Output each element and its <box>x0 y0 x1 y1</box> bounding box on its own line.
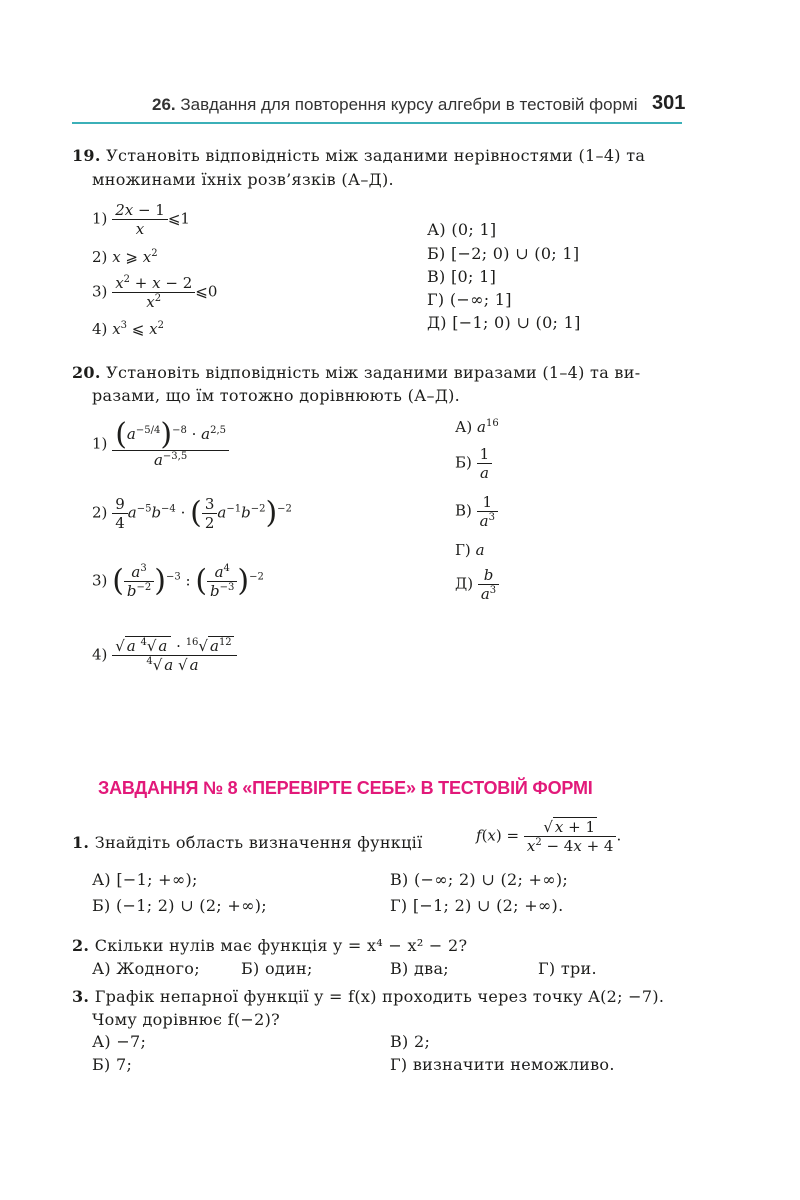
t8-q2-option-b: Б) один; <box>241 959 313 978</box>
t8-q3-option-b: Б) 7; <box>92 1055 133 1074</box>
q20-option-label: Б) <box>455 453 472 472</box>
q19-item-3: 3) $\frac{x^2 + x - 2}{x^2}$ ⩽0 <box>92 274 218 311</box>
q20-option-label: В) <box>455 501 472 520</box>
q19-option-a: А) (0; 1] <box>427 220 497 239</box>
t8-q1-option-a: А) [−1; +∞); <box>92 870 198 889</box>
t8-q2-option-a: А) Жодного; <box>92 959 200 978</box>
q20-number: 20. <box>72 363 101 382</box>
q19-item-1: 1) $\frac{2x - 1}{x}$ ⩽1 <box>92 201 190 238</box>
q20-option-d: Г) a <box>455 541 485 559</box>
q19-item-4: 4) $x^3$ ⩽ $x^2$ <box>92 320 164 338</box>
section-number: 26. <box>152 95 176 114</box>
q20-option-a: А) $a^{16}$ <box>455 418 499 436</box>
q20-option-b: Б) $\frac{1}{a}$ <box>455 445 492 482</box>
q20-text-line2: разами, що їм тотожно дорівнюють (А–Д). <box>92 386 461 405</box>
t8-q2-text: Скільки нулів має функція y = x⁴ − x² − 2? <box>94 936 468 955</box>
t8-q1-option-c: В) (−∞; 2) ∪ (2; +∞); <box>390 870 569 889</box>
t8-q1-line <box>72 833 423 852</box>
t8-q3-line1 <box>72 987 664 1006</box>
t8-q1-option-d: Г) [−1; 2) ∪ (2; +∞). <box>390 896 564 915</box>
t8-q1-number: 1. <box>72 833 90 852</box>
q20-option-label: А) <box>455 418 473 436</box>
t8-q1-text: Знайдіть область визначення функції <box>94 833 423 852</box>
t8-q1-option-b: Б) (−1; 2) ∪ (2; +∞); <box>92 896 267 915</box>
q19-item-label: 1) <box>92 209 108 228</box>
q19-item-2: 2) x ⩾ $x^2$ <box>92 248 158 266</box>
q19-option-c: В) [0; 1] <box>427 267 497 286</box>
q19-option-e: Д) [−1; 0) ∪ (0; 1] <box>427 313 581 332</box>
section-title: Завдання для повторення курсу алгебри в тестовій формі <box>180 95 638 114</box>
q19-option-b: Б) [−2; 0) ∪ (0; 1] <box>427 244 580 263</box>
q20-item-3: 3) ( $\frac{a^3}{b^{-2}}$ )$^{-3}$ : ( $\frac{a^4}{b^{-3}}$ )$^{-2}$ <box>92 563 264 600</box>
t8-q3-option-a: А) −7; <box>92 1032 147 1051</box>
header-rule <box>72 122 682 124</box>
q19-item-label: 3) <box>92 282 108 301</box>
t8-q1-formula: f(x) = $\frac{√ x + 1}{x^2 - 4x + 4}$ . <box>476 818 622 855</box>
q20-item-label: 4) <box>92 645 108 664</box>
q20-item-label: 2) <box>92 503 108 522</box>
q19-item-label: 4) <box>92 320 108 338</box>
t8-q3-number: 3. <box>72 987 90 1006</box>
q20-option-label: Д) <box>455 574 474 593</box>
q20-item-4: 4) $\frac{√ a ^4√ a \cdot ^{16}√ a^{12}}{^4√ a √ a}$ <box>92 637 237 674</box>
q20-option-c: В) $\frac{1}{a^3}$ <box>455 493 498 530</box>
t8-q3-option-d: Г) визначити неможливо. <box>390 1055 615 1074</box>
t8-q2-option-d: Г) три. <box>538 959 597 978</box>
running-header <box>152 95 638 115</box>
q20-option-e: Д) $\frac{b}{a^3}$ <box>455 566 499 603</box>
q20-item-label: 1) <box>92 434 108 453</box>
t8-q2-line <box>72 936 467 955</box>
q20-option-label: Г) <box>455 541 471 559</box>
t8-q2-number: 2. <box>72 936 90 955</box>
t8-q3-text-line1: Графік непарної функції y = f(x) проходить через точку A(2; −7). <box>94 987 665 1006</box>
t8-q2-option-c: В) два; <box>390 959 449 978</box>
q20-item-label: 3) <box>92 571 108 590</box>
t8-q3-option-c: В) 2; <box>390 1032 431 1051</box>
q20-line1 <box>72 363 640 382</box>
q20-item-2: 2) $\frac{9}{4}$ $a^{-5}b^{-4}$ · ( $\frac{3}{2}$ $a^{-1}b^{-2})^{-2}$ <box>92 495 292 532</box>
t8-q3-text-line2: Чому дорівнює f(−2)? <box>92 1010 281 1029</box>
q19-number: 19. <box>72 146 101 165</box>
q20-item-1: 1) $\frac{(a^{-5/4})^{-8} \cdot a^{2,5}}{a^{-3,5}}$ <box>92 420 229 469</box>
test8-title: ЗАВДАННЯ № 8 «ПЕРЕВІРТЕ СЕБЕ» В ТЕСТОВІЙ ФОРМІ <box>98 778 593 798</box>
q19-item-label: 2) <box>92 248 108 266</box>
page-number: 301 <box>652 92 686 114</box>
q19-text-line1: Установіть відповідність між заданими нерівностями (1–4) та <box>106 146 646 165</box>
q20-text-line1: Установіть відповідність між заданими виразами (1–4) та ви- <box>106 363 641 382</box>
q19-option-d: Г) (−∞; 1] <box>427 290 512 309</box>
q19-text-line2: множинами їхніх розв’язків (А–Д). <box>92 170 394 189</box>
q19-line1 <box>72 146 645 165</box>
